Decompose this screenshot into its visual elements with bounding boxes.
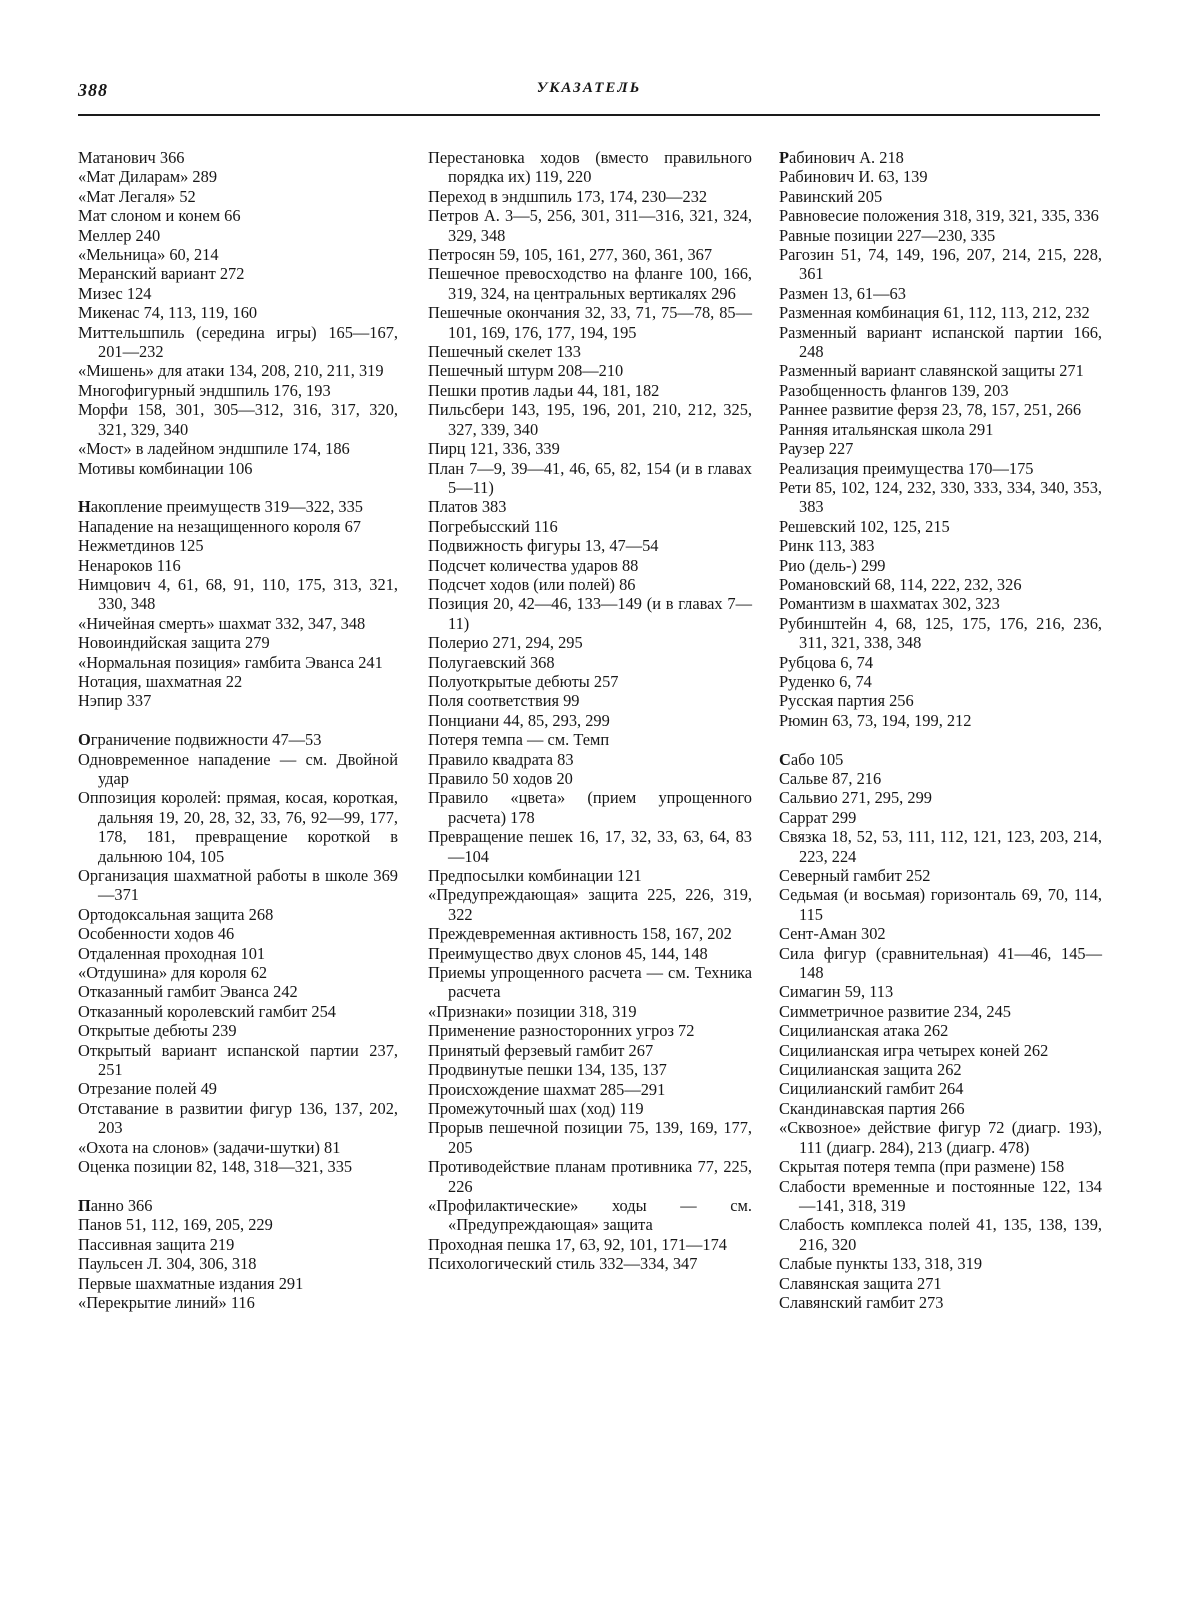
index-entry: Одновременное нападение — см. Двойной удар (78, 749, 398, 788)
index-entry: Меллер 240 (78, 225, 161, 245)
index-entry: Пешечные окончания 32, 33, 71, 75—78, 85—101, 169, 176, 177, 194, 195 (428, 303, 752, 342)
index-entry: Мат слоном и конем 66 (78, 206, 241, 226)
index-entry: Нимцович 4, 61, 68, 91, 110, 175, 313, 321, 330, 348 (78, 574, 398, 614)
section-initial-letter: П (78, 1195, 91, 1215)
index-entry: Микенас 74, 113, 119, 160 (78, 303, 258, 323)
letter-section-gap (78, 1177, 398, 1196)
index-entry: Рагозин 51, 74, 149, 196, 207, 214, 215, 228, 361 (779, 245, 1102, 284)
index-entry: Многофигурный эндшпиль 176, 193 (78, 380, 331, 400)
index-entry: Проходная пешка 17, 63, 92, 101, 171—174 (428, 1234, 727, 1254)
index-entry: Пешечный скелет 133 (428, 342, 581, 362)
index-entry: Психологический стиль 332—334, 347 (428, 1254, 698, 1274)
index-entry: Скандинавская партия 266 (779, 1098, 965, 1118)
index-entry: Разменный вариант испанской партии 166, 248 (779, 322, 1102, 362)
index-entry: Седьмая (и восьмая) горизонталь 69, 70, 114, 115 (779, 885, 1102, 924)
index-entry: Миттельшпиль (середина игры) 165—167, 201—232 (78, 322, 398, 362)
index-entry: Сицилианская атака 262 (779, 1021, 949, 1041)
index-entry: Слабость комплекса полей 41, 135, 138, 139, 216, 320 (779, 1215, 1102, 1254)
index-entry: Преждевременная активность 158, 167, 202 (428, 924, 732, 944)
index-entry: Размен 13, 61—63 (779, 283, 906, 303)
index-entry: Петров А. 3—5, 256, 301, 311—316, 321, 324, 329, 348 (428, 206, 752, 245)
index-entry: Сабо 105 (779, 749, 844, 769)
index-entry: Сицилианский гамбит 264 (779, 1079, 964, 1099)
page-header (78, 80, 1100, 116)
index-entry: Правило 50 ходов 20 (428, 769, 573, 788)
letter-section-gap (78, 478, 398, 497)
index-entry: Паульсен Л. 304, 306, 318 (78, 1254, 257, 1274)
section-initial-letter: Р (779, 148, 790, 167)
index-entry: «Признаки» позиции 318, 319 (428, 1001, 637, 1021)
index-entry: «Нормальная позиция» гамбита Эванса 241 (78, 652, 383, 672)
index-entry: Ринк 113, 383 (779, 536, 875, 556)
index-entry: Симагин 59, 113 (779, 982, 894, 1002)
index-entry: Отказанный королевский гамбит 254 (78, 1001, 336, 1021)
index-entry: Раннее развитие ферзя 23, 78, 157, 251, 266 (779, 400, 1082, 420)
index-entry: Прорыв пешечной позиции 75, 139, 169, 177, 205 (428, 1118, 752, 1157)
index-entry: Нападение на незащищенного короля 67 (78, 516, 361, 536)
index-entry: Рубинштейн 4, 68, 125, 175, 176, 216, 236, 311, 321, 338, 348 (779, 613, 1102, 653)
section-initial-letter: С (779, 749, 791, 769)
index-entry: «Мат Диларам» 289 (78, 167, 218, 187)
index-entry: Романтизм в шахматах 302, 323 (779, 594, 1000, 614)
index-entry: Ненароков 116 (78, 555, 181, 575)
index-entry: Пешки против ладьи 44, 181, 182 (428, 380, 660, 400)
index-entry: Сент-Аман 302 (779, 924, 886, 944)
index-entry: Слабости временные и постоянные 122, 134—141, 318, 319 (779, 1176, 1102, 1215)
index-entry: «Мишень» для атаки 134, 208, 210, 211, 319 (78, 361, 384, 381)
index-entry: Рабинович И. 63, 139 (779, 167, 928, 187)
index-entry: Пирц 121, 336, 339 (428, 439, 560, 459)
index-entry: Продвинутые пешки 134, 135, 137 (428, 1060, 667, 1080)
index-entry: Реализация преимущества 170—175 (779, 458, 1034, 478)
index-entry: Слабые пункты 133, 318, 319 (779, 1254, 983, 1274)
index-entry: Принятый ферзевый гамбит 267 (428, 1040, 654, 1060)
index-entry: «Ничейная смерть» шахмат 332, 347, 348 (78, 613, 366, 633)
index-entry: Северный гамбит 252 (779, 866, 931, 886)
index-entry: Славянский гамбит 273 (779, 1292, 944, 1312)
section-initial-letter: О (78, 730, 91, 750)
index-entry: Полуоткрытые дебюты 257 (428, 671, 619, 691)
index-entry: Рубцова 6, 74 (779, 652, 874, 672)
index-entry: Равные позиции 227—230, 335 (779, 225, 996, 245)
index-entry: Сила фигур (сравнительная) 41—46, 145—148 (779, 943, 1102, 983)
index-entry: Подвижность фигуры 13, 47—54 (428, 536, 659, 556)
index-column-2 (428, 148, 752, 1274)
index-entry: Матанович 366 (78, 148, 185, 167)
index-entry: Романовский 68, 114, 222, 232, 326 (779, 574, 1022, 594)
index-entry: Панно 366 (78, 1195, 153, 1215)
index-entry: «Отдушина» для короля 62 (78, 963, 268, 983)
index-entry: Отрезание полей 49 (78, 1079, 218, 1099)
index-entry: Открытый вариант испанской партии 237, 251 (78, 1040, 398, 1080)
index-entry: Применение разносторонних угроз 72 (428, 1021, 695, 1041)
index-entry: Скрытая потеря темпа (при размене) 158 (779, 1157, 1065, 1177)
index-column-1 (78, 148, 398, 1312)
index-entry: Полугаевский 368 (428, 652, 555, 672)
index-entry: «Охота на слонов» (задачи-шутки) 81 (78, 1137, 341, 1157)
index-entry: Предпосылки комбинации 121 (428, 866, 642, 886)
index-entry: Происхождение шахмат 285—291 (428, 1079, 666, 1099)
index-entry: Разменная комбинация 61, 112, 113, 212, 232 (779, 303, 1090, 323)
index-entry: Разменный вариант славянской защиты 271 (779, 361, 1084, 381)
index-entry: «Сквозное» действие фигур 72 (диагр. 193), 111 (диагр. 284), 213 (диагр. 478) (779, 1118, 1102, 1157)
index-entry: Оценка позиции 82, 148, 318—321, 335 (78, 1157, 353, 1177)
index-entry: Противодействие планам противника 77, 225, 226 (428, 1157, 752, 1196)
index-entry: Превращение пешек 16, 17, 32, 33, 63, 64, 83—104 (428, 827, 752, 866)
index-entry: Русская партия 256 (779, 691, 914, 711)
index-entry: Связка 18, 52, 53, 111, 112, 121, 123, 203, 214, 223, 224 (779, 827, 1102, 866)
index-entry: Мотивы комбинации 106 (78, 458, 253, 478)
index-entry: Первые шахматные издания 291 (78, 1273, 304, 1293)
index-entry: Полерио 271, 294, 295 (428, 633, 583, 653)
index-entry: Сальвио 271, 295, 299 (779, 788, 932, 808)
index-entry: Рюмин 63, 73, 194, 199, 212 (779, 710, 972, 730)
index-entry: Отдаленная проходная 101 (78, 943, 266, 963)
index-entry: Отставание в развитии фигур 136, 137, 202, 203 (78, 1098, 398, 1138)
index-entry: Нотация, шахматная 22 (78, 671, 243, 691)
index-entry: Ортодоксальная защита 268 (78, 904, 274, 924)
index-entry: Рио (дель-) 299 (779, 555, 886, 575)
index-entry: Открытые дебюты 239 (78, 1021, 237, 1041)
index-entry: Руденко 6, 74 (779, 671, 872, 691)
index-entry: План 7—9, 39—41, 46, 65, 82, 154 (и в главах 5—11) (428, 458, 752, 497)
index-entry: Оппозиция королей: прямая, косая, короткая, дальняя 19, 20, 28, 32, 33, 76, 92—99, 177, 178, 181, превращение короткой в дальнюю 104, 105 (78, 788, 398, 866)
index-entry: Особенности ходов 46 (78, 924, 235, 944)
index-entry: Решевский 102, 125, 215 (779, 516, 950, 536)
index-entry: Рабинович А. 218 (779, 148, 904, 167)
index-entry: Славянская защита 271 (779, 1273, 942, 1293)
index-entry: Пассивная защита 219 (78, 1234, 235, 1254)
index-entry: «Мельница» 60, 214 (78, 245, 219, 265)
letter-section-gap (779, 730, 1102, 749)
index-entry: «Мат Легаля» 52 (78, 186, 196, 206)
index-entry: Правило «цвета» (прием упрощенного расчета) 178 (428, 788, 752, 827)
index-entry: Панов 51, 112, 169, 205, 229 (78, 1215, 273, 1235)
index-entry: Приемы упрощенного расчета — см. Техника расчета (428, 963, 752, 1002)
index-entry: Накопление преимуществ 319—322, 335 (78, 497, 363, 517)
index-entry: Поля соответствия 99 (428, 691, 580, 711)
index-entry: Потеря темпа — см. Темп (428, 730, 610, 750)
index-entry: Перестановка ходов (вместо правильного порядка их) 119, 220 (428, 148, 752, 187)
page-number: 388 (78, 80, 108, 100)
index-entry: Сицилианская защита 262 (779, 1060, 962, 1080)
index-column-3 (779, 148, 1102, 1312)
index-entry: Организация шахматной работы в школе 369—371 (78, 866, 398, 905)
index-entry: Нэпир 337 (78, 691, 152, 711)
index-entry: Платов 383 (428, 497, 507, 517)
index-entry: «Предупреждающая» защита 225, 226, 319, 322 (428, 885, 752, 924)
index-entry: Меранский вариант 272 (78, 264, 245, 284)
index-entry: Саррат 299 (779, 807, 857, 827)
index-entry: Пешечный штурм 208—210 (428, 361, 624, 381)
index-entry: Погребысский 116 (428, 516, 558, 536)
letter-section-gap (78, 711, 398, 730)
index-entry: Симметричное развитие 234, 245 (779, 1001, 1011, 1021)
index-entry: Разобщенность флангов 139, 203 (779, 380, 1009, 400)
index-entry: «Профилактические» ходы — см. «Предупреждающая» защита (428, 1195, 752, 1235)
index-entry: Правило квадрата 83 (428, 749, 574, 769)
index-entry: Сальве 87, 216 (779, 768, 882, 788)
index-entry: Равновесие положения 318, 319, 321, 335, 336 (779, 206, 1099, 226)
index-entry: Подсчет ходов (или полей) 86 (428, 574, 636, 594)
index-entry: Новоиндийская защита 279 (78, 633, 270, 653)
index-entry: «Перекрытие линий» 116 (78, 1292, 255, 1312)
index-entry: Позиция 20, 42—46, 133—149 (и в главах 7—11) (428, 594, 752, 633)
index-entry: Равинский 205 (779, 186, 883, 206)
index-entry: Мизес 124 (78, 283, 152, 303)
index-entry: Рети 85, 102, 124, 232, 330, 333, 334, 340, 353, 383 (779, 477, 1102, 517)
index-entry: Раузер 227 (779, 439, 854, 459)
index-entry: Пешечное превосходство на фланге 100, 166, 319, 324, на центральных вертикалях 296 (428, 264, 752, 303)
running-head: УКАЗАТЕЛЬ (536, 80, 642, 96)
index-entry: Пильсбери 143, 195, 196, 201, 210, 212, 325, 327, 339, 340 (428, 400, 752, 439)
index-entry: Нежметдинов 125 (78, 536, 204, 556)
index-entry: Промежуточный шах (ход) 119 (428, 1098, 644, 1118)
index-entry: Переход в эндшпиль 173, 174, 230—232 (428, 186, 708, 206)
index-entry: Петросян 59, 105, 161, 277, 360, 361, 367 (428, 245, 713, 265)
index-entry: Отказанный гамбит Эванса 242 (78, 982, 298, 1002)
index-entry: Подсчет количества ударов 88 (428, 555, 639, 575)
index-entry: Ранняя итальянская школа 291 (779, 419, 994, 439)
index-entry: «Мост» в ладейном эндшпиле 174, 186 (78, 439, 350, 459)
index-entry: Ограничение подвижности 47—53 (78, 730, 322, 750)
index-entry: Преимущество двух слонов 45, 144, 148 (428, 943, 708, 963)
index-entry: Морфи 158, 301, 305—312, 316, 317, 320, 321, 329, 340 (78, 400, 398, 439)
index-entry: Понциани 44, 85, 293, 299 (428, 710, 610, 730)
section-initial-letter: Н (78, 497, 91, 517)
index-entry: Сицилианская игра четырех коней 262 (779, 1040, 1049, 1060)
